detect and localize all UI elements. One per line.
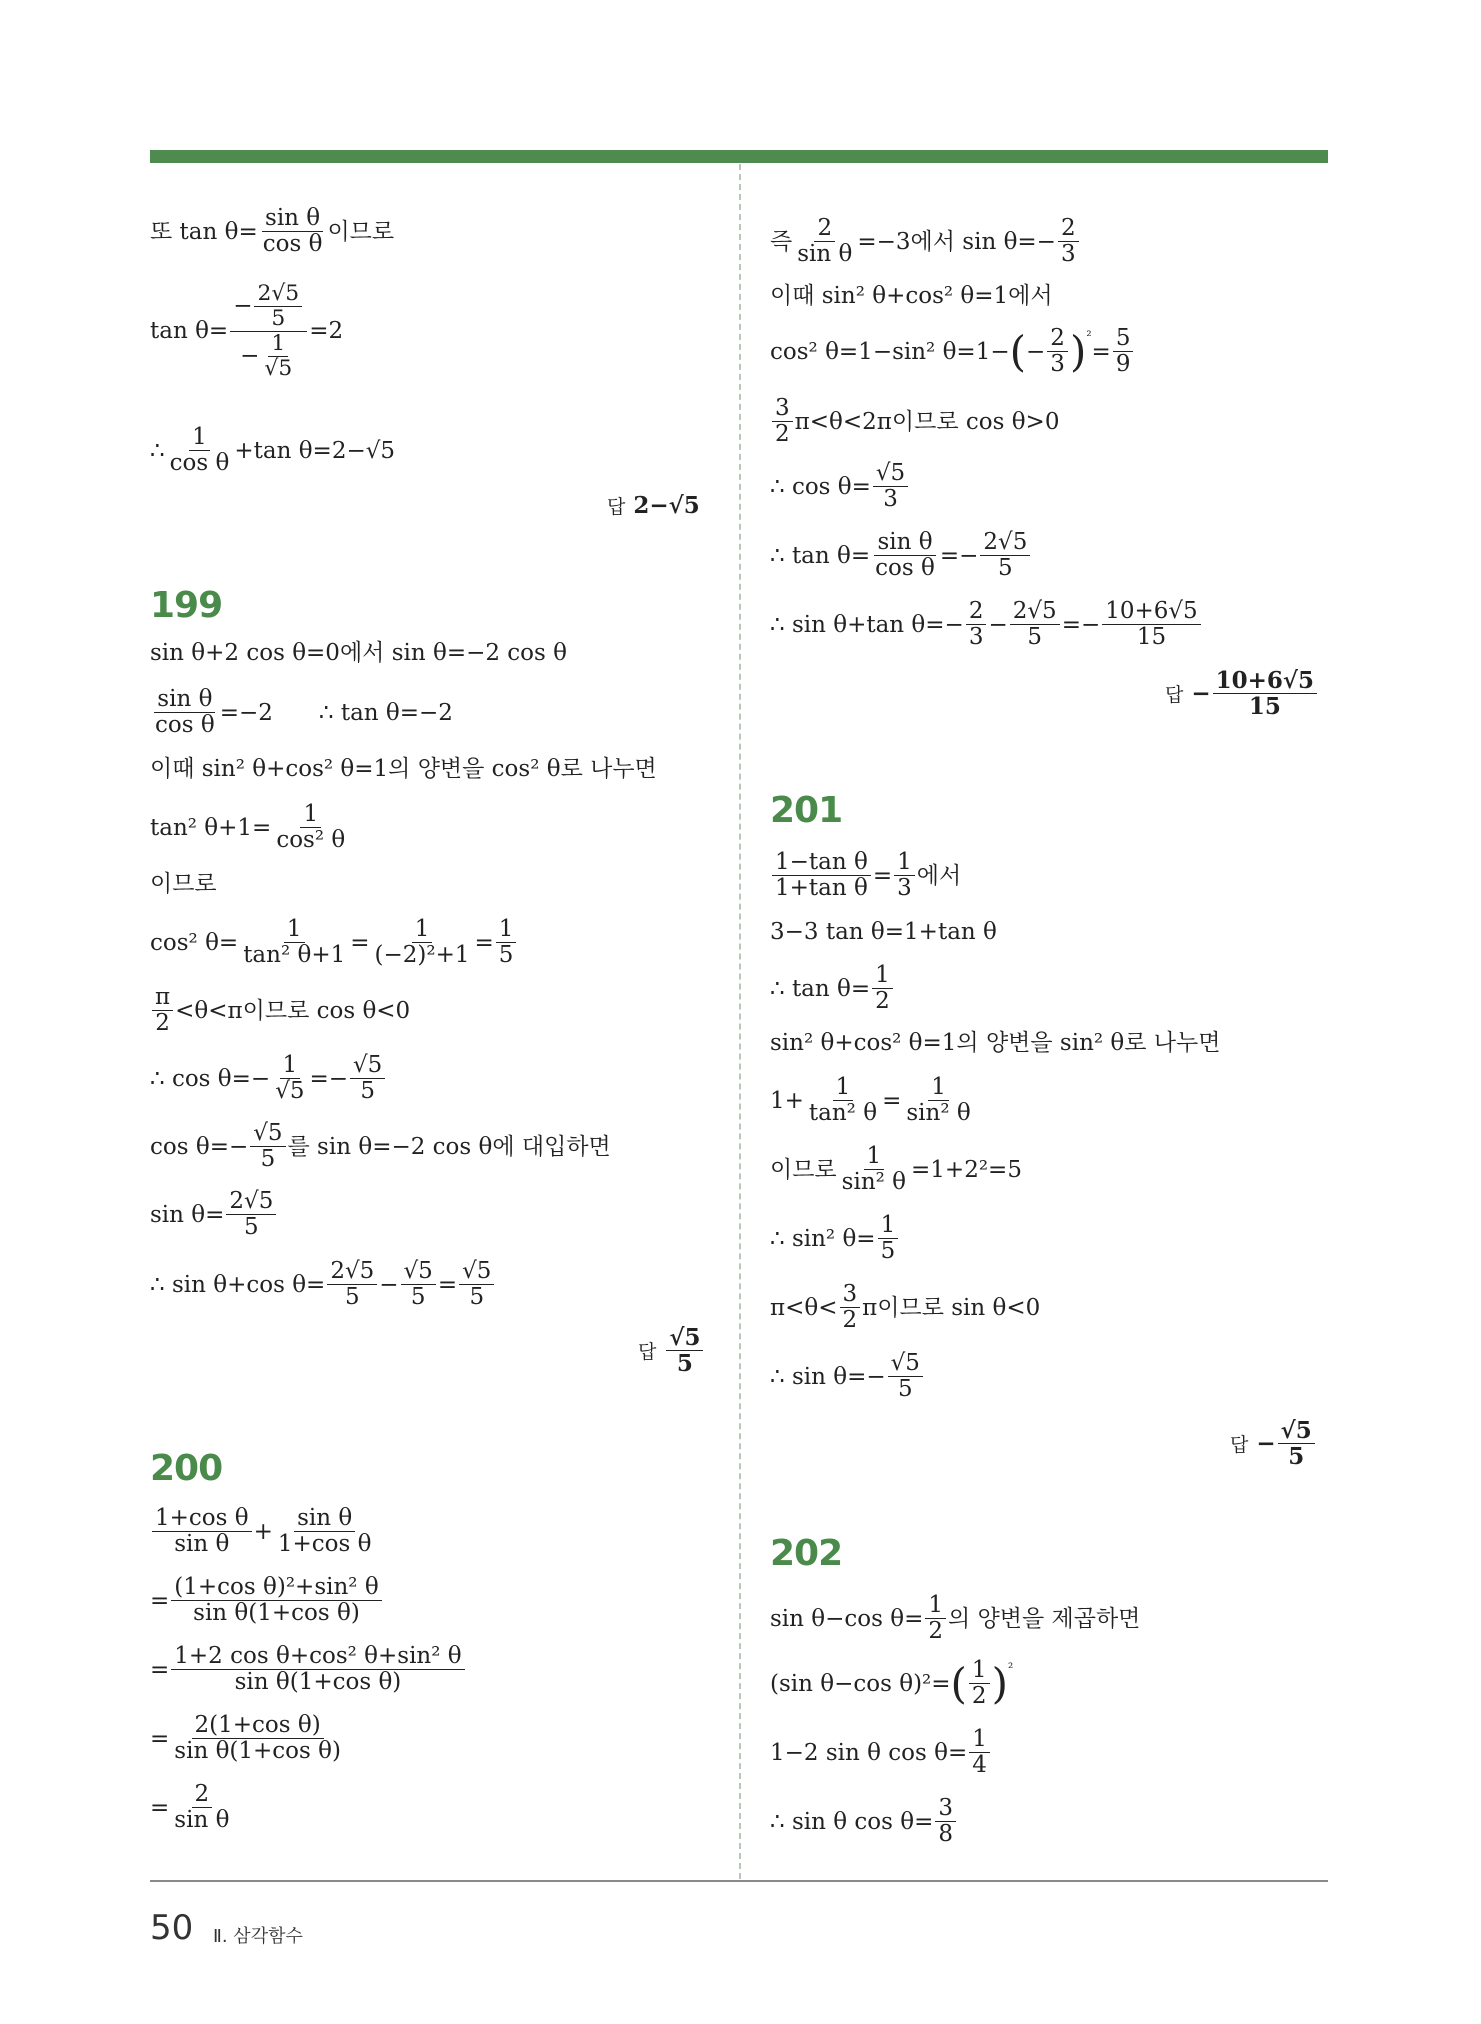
denominator: 5 (469, 1284, 485, 1311)
math-text: ∴ sin θ=− (770, 1363, 886, 1390)
math-text: − (233, 292, 253, 319)
answer-sign: − (1191, 680, 1211, 708)
math-text: ∴ sin θ+cos θ= (150, 1271, 326, 1298)
math-text: 에서 (916, 862, 962, 889)
math-text: ∴ cos θ= (770, 473, 871, 500)
denominator: sin² θ (906, 1100, 971, 1127)
p199-line-7 (150, 985, 410, 1037)
fraction (1047, 326, 1068, 378)
numerator: 1 (833, 1075, 854, 1101)
answer-label: 답 (638, 1341, 657, 1364)
numerator: 2√5 (327, 1259, 377, 1285)
numerator: π (152, 985, 173, 1011)
numerator: 2√5 (226, 1189, 276, 1215)
math-text: = (1091, 338, 1111, 365)
denominator: sin θ(1+cos θ) (234, 1669, 402, 1696)
math-text: 1+ (770, 1087, 804, 1114)
numerator: 2 (966, 599, 987, 625)
p199-line-6 (150, 917, 518, 969)
fraction (966, 599, 987, 651)
numerator: 3 (935, 1796, 956, 1822)
denominator: sin² θ (841, 1169, 907, 1196)
numerator (230, 282, 307, 332)
page-number: 50 (150, 1908, 194, 1948)
denominator: 5 (1027, 624, 1043, 651)
denominator: 5 (410, 1284, 426, 1311)
numerator: 1−tan θ (772, 850, 871, 876)
numerator: 2 (1058, 216, 1079, 242)
math-text: 의 양변을 제곱하면 (948, 1605, 1141, 1632)
fraction (1010, 599, 1060, 651)
fraction (878, 1213, 899, 1265)
problem-number-199: 199 (150, 585, 223, 626)
p201-line-9 (770, 1351, 925, 1403)
numerator: 2√5 (1010, 599, 1060, 625)
math-text: π<θ< (770, 1294, 838, 1321)
numerator: 1 (969, 1658, 990, 1684)
math-text: = (350, 929, 370, 956)
numerator: 1 (894, 850, 915, 876)
math-text: − (1026, 338, 1046, 365)
complex-fraction (230, 282, 307, 381)
numerator: 1 (280, 1053, 301, 1079)
denominator: (−2)²+1 (374, 942, 470, 969)
denominator: 8 (938, 1821, 953, 1848)
math-text: − (240, 342, 260, 369)
denominator: √5 (275, 1078, 305, 1105)
math-text: =− (1061, 611, 1101, 638)
p200-line-1 (150, 1506, 377, 1558)
math-text: ∴ sin θ cos θ= (770, 1808, 934, 1835)
p199-line-11 (150, 1259, 496, 1311)
math-text: 또 tan θ= (150, 218, 258, 245)
math-text: ∴ tan θ= (770, 975, 871, 1002)
numerator: 1 (268, 332, 288, 357)
fraction (872, 963, 893, 1015)
math-text: cos θ=− (150, 1133, 249, 1160)
numerator: √5 (401, 1259, 436, 1285)
cont-line-4 (770, 396, 1059, 448)
numerator: 3 (840, 1282, 861, 1308)
fraction (772, 850, 871, 902)
p201-line-7 (770, 1213, 900, 1265)
denominator: 15 (1248, 693, 1281, 721)
fraction (372, 917, 473, 969)
fraction (794, 216, 855, 268)
fraction (401, 1259, 436, 1311)
fraction (839, 1144, 909, 1196)
superscript: ² (1007, 1661, 1014, 1676)
denominator (237, 332, 300, 381)
p201-line-1 (770, 850, 961, 902)
section-label: Ⅱ. 삼각함수 (213, 1926, 303, 1947)
math-text: tan θ= (150, 318, 229, 345)
math-text: 이므로 (770, 1156, 837, 1183)
denominator: sin θ (174, 1531, 230, 1558)
denominator: 2 (155, 1010, 170, 1037)
math-text: sin θ−cos θ= (770, 1605, 924, 1632)
math-text: = (474, 929, 494, 956)
math-text: <θ<π이므로 cos θ<0 (175, 997, 411, 1024)
fraction (459, 1259, 494, 1311)
p199-line-1: sin θ+2 cos θ=0에서 sin θ=−2 cos θ (150, 640, 567, 666)
fraction (903, 1075, 973, 1127)
math-text: =1+2²=5 (911, 1156, 1022, 1183)
superscript: ² (1086, 329, 1092, 344)
numerator: 1 (969, 1727, 990, 1753)
fraction (171, 1644, 464, 1696)
math-text: =−3에서 sin θ=− (857, 228, 1056, 255)
answer-200 (1165, 668, 1319, 720)
numerator: √5 (888, 1351, 923, 1377)
math-text: − (988, 611, 1008, 638)
column-divider (739, 164, 741, 1879)
denominator: tan² θ (808, 1100, 878, 1127)
denominator: sin θ(1+cos θ) (193, 1600, 360, 1627)
numerator: 1 (496, 917, 517, 943)
denominator: 3 (1060, 241, 1076, 268)
math-text: sin θ= (150, 1201, 225, 1228)
denominator: 1+tan θ (775, 875, 868, 902)
fraction (888, 1351, 923, 1403)
denominator: sin θ(1+cos θ) (174, 1738, 341, 1765)
p201-line-3 (770, 963, 895, 1015)
math-text: 이므로 (327, 218, 395, 245)
problem-number-200: 200 (150, 1448, 223, 1489)
math-text: = (882, 1087, 902, 1114)
p201-line-2: 3−3 tan θ=1+tan θ (770, 919, 997, 945)
answer-201 (1230, 1418, 1317, 1470)
fraction (260, 206, 326, 258)
math-text: = (150, 1587, 170, 1614)
fraction (806, 1075, 880, 1127)
fraction (1113, 326, 1134, 378)
fraction (152, 1506, 252, 1558)
denominator: 5 (880, 1238, 896, 1265)
answer-value (1213, 668, 1317, 720)
numerator: 2 (1047, 326, 1068, 352)
numerator: (1+cos θ)²+sin² θ (171, 1575, 381, 1601)
fraction (250, 1121, 285, 1173)
math-text: (sin θ−cos θ)²= (770, 1670, 951, 1697)
numerator: 10+6√5 (1102, 599, 1200, 625)
denominator: 2 (875, 988, 890, 1015)
numerator: √5 (459, 1259, 494, 1285)
p199-line-3: 이때 sin² θ+cos² θ=1의 양변을 cos² θ로 나누면 (150, 756, 657, 782)
fraction (152, 687, 218, 739)
p199-line-10 (150, 1189, 278, 1241)
fraction (254, 282, 302, 331)
cont-line-6 (770, 530, 1032, 582)
cont-line-5 (770, 461, 910, 513)
denominator: 2 (971, 1683, 987, 1710)
fraction (261, 332, 295, 381)
fraction (275, 1506, 375, 1558)
problem-number-201: 201 (770, 790, 843, 831)
denominator: sin θ (797, 241, 853, 268)
denominator: cos θ (875, 555, 935, 582)
fraction (171, 1713, 344, 1765)
p202-line-2 (770, 1658, 1013, 1710)
math-text: 즉 (770, 228, 793, 255)
denominator: cos θ (262, 231, 323, 258)
problem-number-202: 202 (770, 1533, 843, 1574)
denominator: 5 (260, 1146, 276, 1173)
denominator: tan² θ+1 (243, 942, 346, 969)
fraction (1102, 599, 1200, 651)
math-text: ∴ cos θ=− (150, 1065, 271, 1092)
p200-line-3 (150, 1644, 467, 1696)
numerator: 1+2 cos θ+cos² θ+sin² θ (171, 1644, 464, 1670)
math-text: − (379, 1271, 399, 1298)
denominator: 5 (897, 1376, 913, 1403)
math-text: ∴ tan θ= (770, 542, 871, 569)
denominator: 15 (1136, 624, 1167, 651)
p202-line-4 (770, 1796, 958, 1848)
answer-value (666, 1325, 703, 1377)
math-text: π<θ<2π이므로 cos θ>0 (794, 408, 1060, 435)
p199-line-8 (150, 1053, 387, 1105)
denominator: cos θ (155, 712, 215, 739)
math-text: = (872, 862, 893, 889)
p200-line-4 (150, 1713, 346, 1765)
p201-line-4: sin² θ+cos² θ=1의 양변을 sin² θ로 나누면 (770, 1030, 1221, 1056)
fraction (969, 1727, 990, 1779)
intro-line-1 (150, 206, 394, 258)
fraction (980, 530, 1030, 582)
math-text: = (150, 1656, 170, 1683)
denominator: 3 (897, 875, 912, 902)
denominator: sin θ (174, 1807, 230, 1834)
numerator: 2√5 (980, 530, 1030, 556)
math-text: ∴ sin θ+tan θ=− (770, 611, 964, 638)
fraction (240, 917, 348, 969)
p199-line-9 (150, 1121, 611, 1173)
denominator: 3 (968, 624, 984, 651)
numerator: 1 (189, 425, 210, 451)
numerator: 1 (284, 917, 305, 943)
math-text: cos² θ=1−sin² θ=1− (770, 338, 1010, 365)
paren-close: ) (991, 1658, 1008, 1708)
answer-value: 2−√5 (633, 492, 700, 519)
fraction (171, 1575, 381, 1627)
header-bar (150, 150, 1328, 163)
math-text: cos² θ= (150, 929, 239, 956)
numerator: 1 (412, 917, 433, 943)
numerator: sin θ (874, 530, 935, 556)
math-text: ∴ sin² θ= (770, 1225, 876, 1252)
therefore-symbol: ∴ (150, 437, 165, 464)
paren-close: ) (1069, 326, 1087, 376)
math-text: 1−2 sin θ cos θ= (770, 1739, 968, 1766)
numerator: 5 (1113, 326, 1134, 352)
denominator: 5 (676, 1350, 693, 1378)
numerator: sin θ (262, 206, 323, 232)
math-text: ∴ tan θ=−2 (318, 699, 453, 726)
numerator: 1 (872, 963, 893, 989)
denominator: √5 (264, 356, 293, 382)
p199-line-4 (150, 802, 350, 854)
p201-line-5 (770, 1075, 976, 1127)
denominator: 5 (998, 555, 1013, 582)
fraction (1058, 216, 1079, 268)
numerator: 10+6√5 (1213, 668, 1317, 694)
footer-rule (150, 1880, 1328, 1882)
numerator: 1 (864, 1144, 885, 1170)
denominator: 2 (928, 1618, 944, 1645)
denominator: 5 (271, 306, 286, 332)
answer-label: 답 (607, 496, 626, 518)
math-text: + (253, 1518, 273, 1545)
denominator: 9 (1115, 351, 1131, 378)
denominator: 2 (775, 421, 790, 448)
math-text: = (150, 1725, 170, 1752)
numerator: √5 (1278, 1418, 1315, 1444)
answer-199 (638, 1325, 705, 1377)
math-text: +tan θ=2−√5 (234, 437, 396, 464)
fraction (873, 461, 908, 513)
p200-line-2 (150, 1575, 384, 1627)
numerator: 2(1+cos θ) (192, 1713, 324, 1739)
answer-sign: − (1256, 1430, 1276, 1458)
numerator: 3 (772, 396, 793, 422)
answer-label: 답 (1165, 684, 1184, 707)
fraction (496, 917, 517, 969)
numerator: sin θ (294, 1506, 355, 1532)
math-text: =− (309, 1065, 349, 1092)
numerator: √5 (666, 1325, 703, 1351)
math-text: =−2 (219, 699, 273, 726)
answer-label: 답 (1230, 1434, 1249, 1457)
denominator: 1+cos θ (277, 1531, 372, 1558)
fraction (840, 1282, 861, 1334)
fraction (171, 1782, 232, 1834)
numerator: 1 (300, 802, 321, 828)
denominator: 2 (842, 1307, 858, 1334)
fraction (935, 1796, 956, 1848)
cont-line-2: 이때 sin² θ+cos² θ=1에서 (770, 283, 1053, 309)
numerator: 1 (878, 1213, 899, 1239)
numerator: √5 (250, 1121, 285, 1147)
p201-line-6 (770, 1144, 1022, 1196)
denominator: 5 (498, 942, 514, 969)
denominator: cos² θ (276, 827, 346, 854)
math-text: 를 sin θ=−2 cos θ에 대입하면 (287, 1133, 611, 1160)
math-text: = (150, 1794, 170, 1821)
fraction (772, 396, 793, 448)
p200-line-5 (150, 1782, 234, 1834)
numerator: 1+cos θ (152, 1506, 252, 1532)
paren-open: ( (950, 1658, 967, 1708)
p202-line-3 (770, 1727, 992, 1779)
p202-line-1 (770, 1593, 1140, 1645)
numerator: 2 (814, 216, 835, 242)
denominator: 5 (1288, 1443, 1305, 1471)
p199-line-2 (150, 687, 453, 739)
fraction (273, 802, 348, 854)
math-text: π이므로 sin θ<0 (862, 1294, 1041, 1321)
fraction (327, 1259, 377, 1311)
intro-line-3 (150, 425, 395, 477)
numerator: 1 (925, 1593, 946, 1619)
answer-intro (607, 492, 700, 519)
denominator: 3 (1050, 351, 1065, 378)
fraction (969, 1658, 990, 1710)
p201-line-8 (770, 1282, 1040, 1334)
cont-line-1 (770, 216, 1081, 268)
fraction (894, 850, 915, 902)
math-text: =− (939, 542, 979, 569)
numerator: sin θ (154, 687, 215, 713)
math-text: = (437, 1271, 458, 1298)
numerator: 1 (928, 1075, 949, 1101)
fraction (872, 530, 938, 582)
denominator: 3 (883, 486, 898, 513)
fraction (272, 1053, 307, 1105)
intro-line-2 (150, 282, 343, 381)
numerator: 2 (192, 1782, 213, 1808)
cont-line-7 (770, 599, 1203, 651)
denominator: 4 (972, 1752, 987, 1779)
fraction (152, 985, 173, 1037)
fraction (167, 425, 233, 477)
denominator: 5 (244, 1214, 259, 1241)
numerator: 2√5 (254, 282, 302, 307)
fraction (925, 1593, 946, 1645)
denominator: cos θ (169, 450, 230, 477)
answer-value (1278, 1418, 1315, 1470)
p199-line-5: 이므로 (150, 871, 217, 897)
denominator: 5 (344, 1284, 360, 1311)
math-text: =2 (309, 318, 344, 345)
denominator: 5 (360, 1078, 375, 1105)
numerator: √5 (350, 1053, 385, 1079)
fraction (350, 1053, 385, 1105)
math-text: tan² θ+1= (150, 814, 272, 841)
paren-open: ( (1009, 326, 1027, 376)
numerator: √5 (873, 461, 908, 487)
fraction (226, 1189, 276, 1241)
cont-line-3 (770, 326, 1135, 378)
